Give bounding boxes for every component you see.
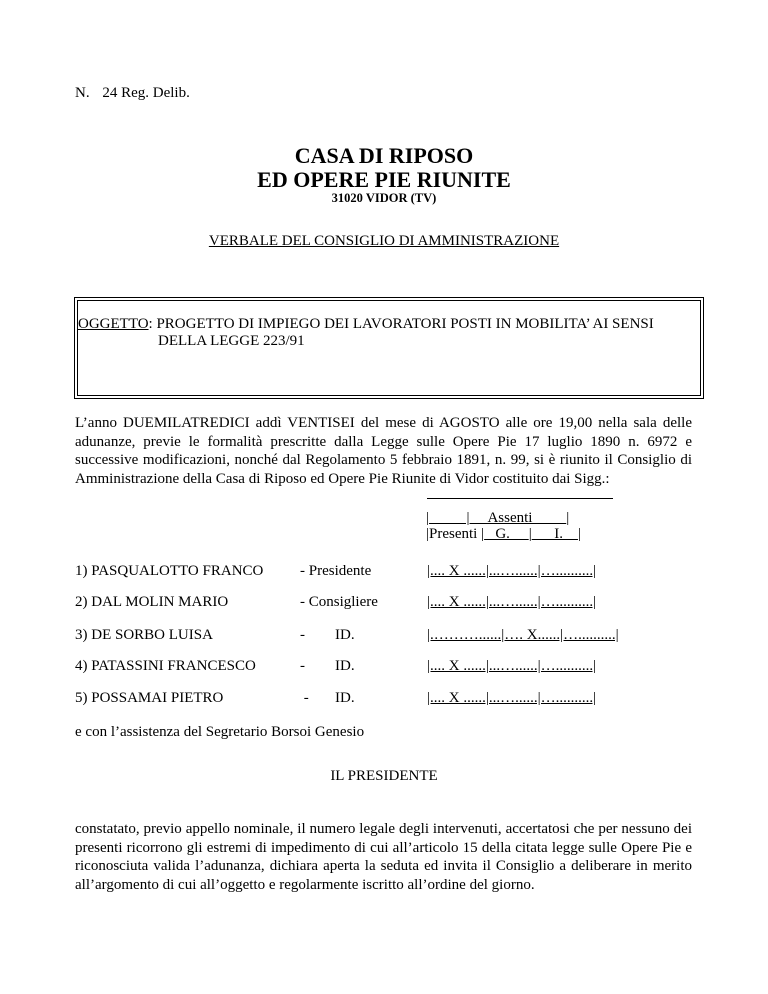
attendance-header-row2: |Presenti | G. | I. |	[426, 526, 581, 542]
subject-label: OGGETTO	[78, 316, 149, 332]
present-heading: |Presenti |	[426, 526, 485, 542]
document-subtitle: VERBALE DEL CONSIGLIO DI AMMINISTRAZIONE	[208, 233, 560, 249]
unjustified-heading: I.	[531, 526, 578, 542]
member-name: 4) PATASSINI FRANCESCO	[75, 658, 256, 674]
member-attendance: |.... X ......|...…......|…..........|	[427, 690, 597, 706]
intro-paragraph: L’anno DUEMILATREDICI addì VENTISEI del mese di AGOSTO alle ore 19,00 nella sala delle adunanze, previe le formalità prescritte dalla Legge sulle Opere Pie 17 luglio 1890 n. 6972 e successive modificazioni, nonché dal Regolamento 5 febbraio 1891, n. 99, si è riunito il Consiglio di Amministrazione della Casa di Riposo ed Opere Pie Riunite di Vidor costituito dai Sigg.:	[75, 415, 692, 488]
member-name: 1) PASQUALOTTO FRANCO	[75, 563, 264, 579]
institution-title-line2: ED OPERE PIE RIUNITE	[257, 167, 511, 192]
member-attendance: |.... X ......|...…......|…..........|	[427, 563, 597, 579]
institution-title-line1: CASA DI RIPOSO	[294, 143, 474, 168]
member-attendance: |.... X ......|...…......|…..........|	[427, 594, 597, 610]
member-role: - ID.	[300, 658, 355, 674]
attendance-header-rule	[427, 498, 613, 499]
attendance-header-row1: | | Assenti |	[426, 510, 570, 526]
member-name: 2) DAL MOLIN MARIO	[75, 594, 229, 610]
justified-heading: G.	[484, 526, 529, 542]
subject-text	[78, 316, 654, 350]
absent-heading: Assenti	[469, 510, 567, 526]
member-role: - Presidente	[300, 563, 372, 579]
secretary-assistance: e con l’assistenza del Segretario Borsoi Genesio	[75, 724, 365, 740]
registry-reference	[75, 85, 190, 102]
member-role: - ID.	[300, 690, 355, 706]
member-name: 3) DE SORBO LUISA	[75, 627, 213, 643]
closing-paragraph: constatato, previo appello nominale, il numero legale degli intervenuti, accertatosi che per nessuno dei presenti ricorrono gli estremi di impedimento di cui all’articolo 15 della citata legge sulle Opere Pie e riconosciuta valida l’adunanza, dichiara aperta la seduta ed invita il Consiglio a deliberare in merito all’argomento di cui all’oggetto e regolarmente iscritto all’ordine del giorno.	[75, 821, 692, 894]
institution-address: 31020 VIDOR (TV)	[331, 191, 437, 205]
member-name: 5) POSSAMAI PIETRO	[75, 690, 224, 706]
member-attendance: |.... X ......|...…......|…..........|	[427, 658, 597, 674]
registry-prefix: N.	[75, 85, 90, 101]
member-role: - Consigliere	[300, 594, 378, 610]
member-attendance: |.………......|…. X......|…..........|	[427, 627, 619, 643]
subject-line2: DELLA LEGGE 223/91	[158, 333, 305, 349]
subject-line1	[78, 316, 654, 333]
president-heading: IL PRESIDENTE	[330, 768, 438, 784]
subject-line1-text: : PROGETTO DI IMPIEGO DEI LAVORATORI POSTI IN MOBILITA’ AI SENSI	[148, 316, 654, 332]
registry-number: 24 Reg. Delib.	[102, 85, 190, 101]
member-role: - ID.	[300, 627, 355, 643]
